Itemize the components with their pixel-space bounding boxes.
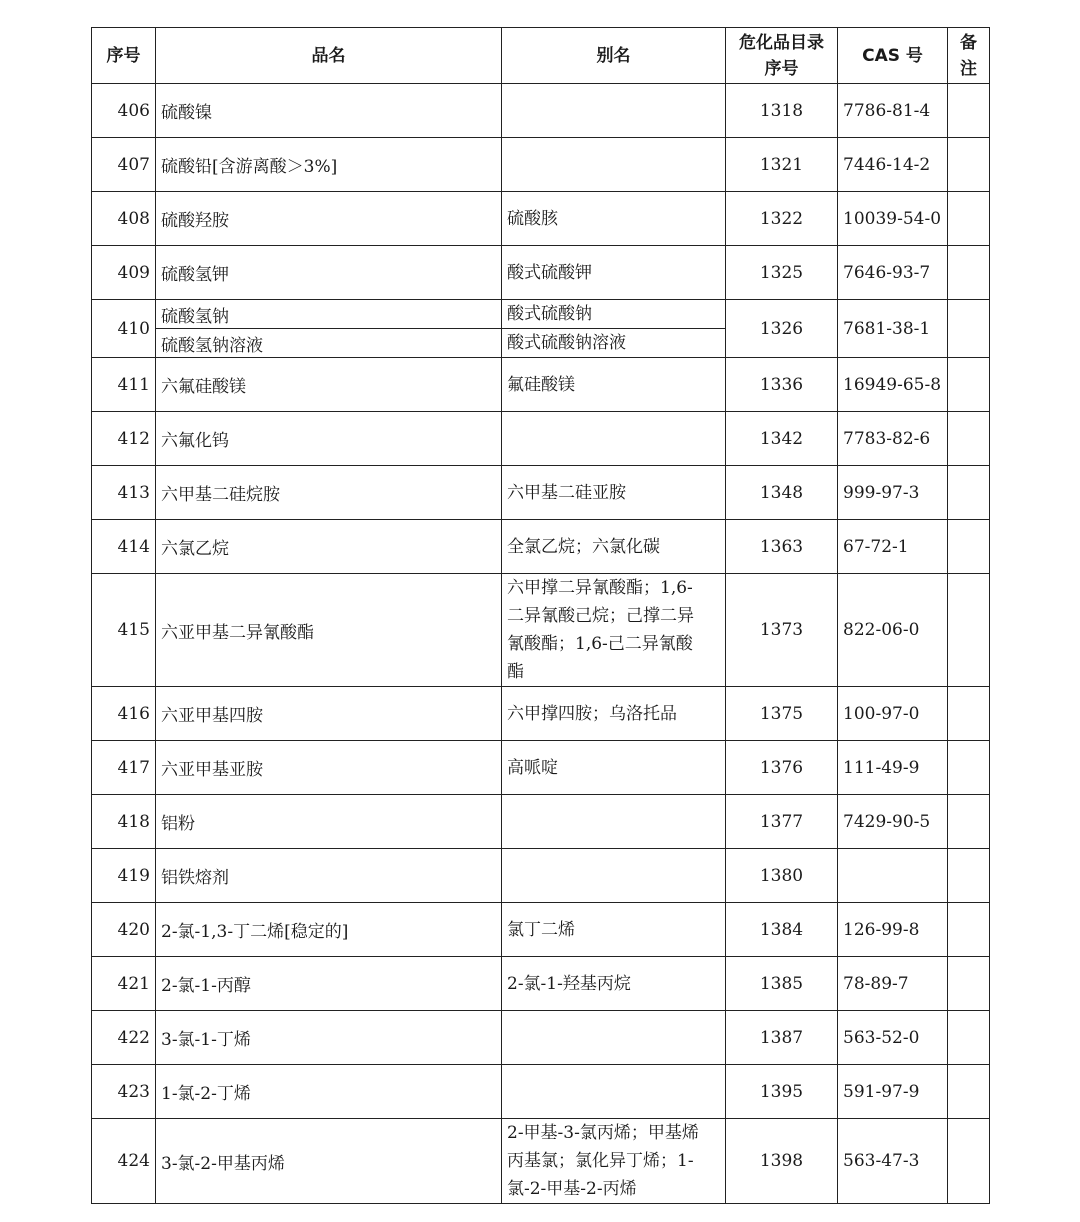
table-row — [92, 300, 990, 329]
row-alias — [502, 849, 726, 903]
row-note — [948, 192, 990, 246]
row-alias — [502, 138, 726, 192]
row-alias: 硫酸胲 — [502, 192, 726, 246]
row-note — [948, 520, 990, 574]
row-name: 2-氯-1-丙醇 — [156, 957, 502, 1011]
row-name: 六氯乙烷 — [156, 520, 502, 574]
row-cas: 7786-81-4 — [838, 84, 948, 138]
row-name: 硫酸羟胺 — [156, 192, 502, 246]
row-cas: 10039-54-0 — [838, 192, 948, 246]
row-note — [948, 1119, 990, 1204]
row-alias: 酸式硫酸钠 — [502, 300, 726, 329]
row-seq: 420 — [92, 903, 156, 957]
row-seq: 415 — [92, 574, 156, 687]
table-row — [92, 466, 990, 520]
row-note — [948, 138, 990, 192]
row-seq: 412 — [92, 412, 156, 466]
row-seq: 406 — [92, 84, 156, 138]
row-cas: 591-97-9 — [838, 1065, 948, 1119]
row-catalog-no: 1318 — [726, 84, 838, 138]
table-row — [92, 84, 990, 138]
table-row — [92, 1011, 990, 1065]
row-note — [948, 246, 990, 300]
row-note — [948, 795, 990, 849]
row-catalog-no: 1373 — [726, 574, 838, 687]
row-cas: 7783-82-6 — [838, 412, 948, 466]
header-catalog-no: 危化品目录 序号 — [726, 28, 838, 84]
row-seq: 417 — [92, 741, 156, 795]
row-note — [948, 412, 990, 466]
row-alias — [502, 1065, 726, 1119]
row-catalog-no: 1387 — [726, 1011, 838, 1065]
row-cas: 78-89-7 — [838, 957, 948, 1011]
row-seq: 411 — [92, 358, 156, 412]
row-name: 2-氯-1,3-丁二烯[稳定的] — [156, 903, 502, 957]
row-name: 六亚甲基二异氰酸酯 — [156, 574, 502, 687]
table-row — [92, 520, 990, 574]
row-name: 1-氯-2-丁烯 — [156, 1065, 502, 1119]
header-note: 备 注 — [948, 28, 990, 84]
row-cas: 7429-90-5 — [838, 795, 948, 849]
row-cas: 7646-93-7 — [838, 246, 948, 300]
row-catalog-no: 1325 — [726, 246, 838, 300]
row-name: 3-氯-2-甲基丙烯 — [156, 1119, 502, 1204]
row-note — [948, 300, 990, 358]
row-catalog-no: 1380 — [726, 849, 838, 903]
row-name: 铝粉 — [156, 795, 502, 849]
row-catalog-no: 1398 — [726, 1119, 838, 1204]
table-row — [92, 358, 990, 412]
row-seq: 414 — [92, 520, 156, 574]
row-seq: 409 — [92, 246, 156, 300]
row-alias: 六甲撑二异氰酸酯；1,6- 二异氰酸己烷；己撑二异 氰酸酯；1,6-己二异氰酸 酯 — [502, 574, 726, 687]
row-cas: 111-49-9 — [838, 741, 948, 795]
row-seq: 408 — [92, 192, 156, 246]
table-row — [92, 412, 990, 466]
row-seq: 423 — [92, 1065, 156, 1119]
row-name: 硫酸氢钾 — [156, 246, 502, 300]
table-row — [92, 1065, 990, 1119]
row-catalog-no: 1384 — [726, 903, 838, 957]
table-row — [92, 741, 990, 795]
row-note — [948, 849, 990, 903]
row-catalog-no: 1377 — [726, 795, 838, 849]
row-catalog-no: 1375 — [726, 687, 838, 741]
row-note — [948, 84, 990, 138]
row-catalog-no: 1326 — [726, 300, 838, 358]
row-name: 3-氯-1-丁烯 — [156, 1011, 502, 1065]
row-catalog-no: 1385 — [726, 957, 838, 1011]
row-seq: 416 — [92, 687, 156, 741]
row-alias: 全氯乙烷；六氯化碳 — [502, 520, 726, 574]
row-alias — [502, 84, 726, 138]
table-row — [92, 138, 990, 192]
row-seq: 418 — [92, 795, 156, 849]
row-name: 六氟化钨 — [156, 412, 502, 466]
row-alias: 六甲撑四胺；乌洛托品 — [502, 687, 726, 741]
row-alias: 高哌啶 — [502, 741, 726, 795]
row-alias: 2-甲基-3-氯丙烯；甲基烯 丙基氯；氯化异丁烯；1- 氯-2-甲基-2-丙烯 — [502, 1119, 726, 1204]
header-cas: CAS 号 — [838, 28, 948, 84]
row-alias — [502, 412, 726, 466]
row-note — [948, 741, 990, 795]
row-name: 硫酸镍 — [156, 84, 502, 138]
row-alias: 氯丁二烯 — [502, 903, 726, 957]
row-seq: 410 — [92, 300, 156, 358]
row-alias — [502, 795, 726, 849]
row-cas — [838, 849, 948, 903]
table-row — [92, 957, 990, 1011]
row-note — [948, 574, 990, 687]
row-catalog-no: 1342 — [726, 412, 838, 466]
row-seq: 407 — [92, 138, 156, 192]
header-name: 品名 — [156, 28, 502, 84]
table-row — [92, 574, 990, 687]
row-alias-secondary: 酸式硫酸钠溶液 — [502, 329, 726, 358]
row-cas: 100-97-0 — [838, 687, 948, 741]
row-name: 铝铁熔剂 — [156, 849, 502, 903]
row-cas: 563-47-3 — [838, 1119, 948, 1204]
row-name: 六亚甲基亚胺 — [156, 741, 502, 795]
row-seq: 421 — [92, 957, 156, 1011]
row-note — [948, 903, 990, 957]
row-cas: 999-97-3 — [838, 466, 948, 520]
table-header-row — [92, 28, 990, 84]
table-row — [92, 903, 990, 957]
row-cas: 16949-65-8 — [838, 358, 948, 412]
row-catalog-no: 1376 — [726, 741, 838, 795]
table-row — [92, 687, 990, 741]
row-name-secondary: 硫酸氢钠溶液 — [156, 329, 502, 358]
row-note — [948, 957, 990, 1011]
row-note — [948, 358, 990, 412]
table-row — [92, 849, 990, 903]
row-name: 硫酸氢钠 — [156, 300, 502, 329]
row-name: 六氟硅酸镁 — [156, 358, 502, 412]
row-catalog-no: 1395 — [726, 1065, 838, 1119]
row-catalog-no: 1348 — [726, 466, 838, 520]
row-catalog-no: 1321 — [726, 138, 838, 192]
row-note — [948, 1011, 990, 1065]
row-note — [948, 1065, 990, 1119]
row-note — [948, 687, 990, 741]
row-cas: 7681-38-1 — [838, 300, 948, 358]
chemical-catalog-table — [91, 27, 990, 1204]
header-alias: 别名 — [502, 28, 726, 84]
row-alias: 酸式硫酸钾 — [502, 246, 726, 300]
row-seq: 413 — [92, 466, 156, 520]
row-name: 六亚甲基四胺 — [156, 687, 502, 741]
row-cas: 563-52-0 — [838, 1011, 948, 1065]
row-name: 硫酸铅[含游离酸＞3%] — [156, 138, 502, 192]
row-seq: 422 — [92, 1011, 156, 1065]
table-row — [92, 246, 990, 300]
row-cas: 67-72-1 — [838, 520, 948, 574]
row-seq: 419 — [92, 849, 156, 903]
table-row — [92, 192, 990, 246]
row-cas: 126-99-8 — [838, 903, 948, 957]
row-alias: 六甲基二硅亚胺 — [502, 466, 726, 520]
row-name: 六甲基二硅烷胺 — [156, 466, 502, 520]
row-alias: 2-氯-1-羟基丙烷 — [502, 957, 726, 1011]
row-cas: 7446-14-2 — [838, 138, 948, 192]
row-note — [948, 466, 990, 520]
row-seq: 424 — [92, 1119, 156, 1204]
row-catalog-no: 1336 — [726, 358, 838, 412]
row-alias — [502, 1011, 726, 1065]
header-seq: 序号 — [92, 28, 156, 84]
table-row — [92, 795, 990, 849]
table-row — [92, 1119, 990, 1204]
row-alias: 氟硅酸镁 — [502, 358, 726, 412]
row-catalog-no: 1363 — [726, 520, 838, 574]
row-cas: 822-06-0 — [838, 574, 948, 687]
row-catalog-no: 1322 — [726, 192, 838, 246]
